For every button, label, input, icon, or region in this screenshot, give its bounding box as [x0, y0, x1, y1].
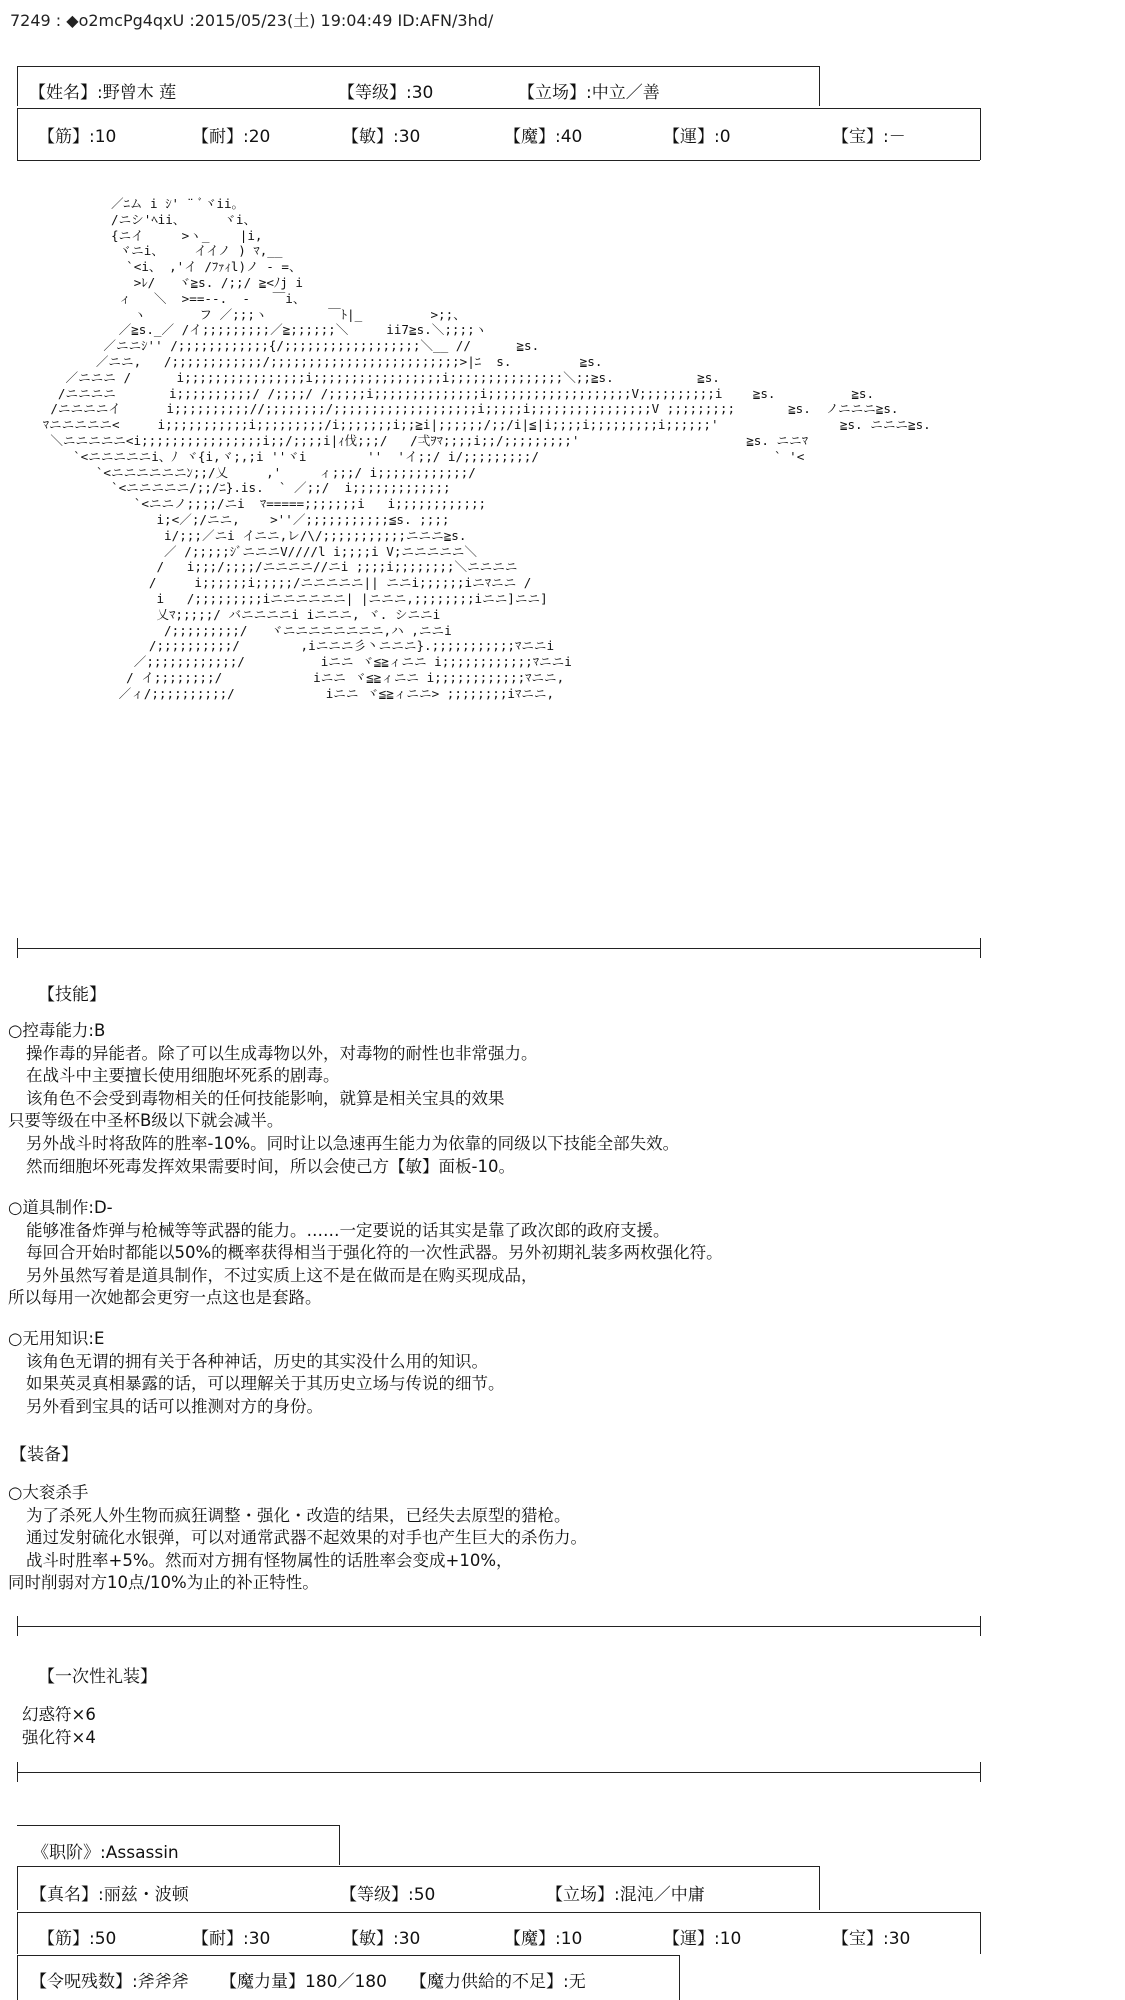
stat-np: 【宝】:－	[832, 127, 906, 147]
mana-supply: 【魔力供給的不足】:无	[410, 1972, 586, 1992]
equipment-line: 通过发射硫化水银弹，可以对通常武器不起效果的对手也产生巨大的杀伤力。	[26, 1528, 587, 1548]
stat-mag: 【魔】:40	[504, 127, 583, 147]
stat-end: 【耐】:20	[192, 127, 271, 147]
mystic-codes-list	[22, 1704, 96, 1749]
stat-mag: 【魔】:10	[504, 1929, 583, 1949]
command-spells: 【令呪残数】:斧斧斧	[30, 1972, 189, 1992]
profile-level: 【等级】:30	[338, 83, 434, 103]
skill-line: 操作毒的异能者。除了可以生成毒物以外，对毒物的耐性也非常强力。	[26, 1043, 538, 1063]
mana-amount: 【魔力量】180／180	[220, 1972, 387, 1992]
skill-line: 如果英灵真相暴露的话，可以理解关于其历史立场与传说的细节。	[26, 1374, 505, 1394]
stat-end: 【耐】:30	[192, 1929, 271, 1949]
skill-name: ○道具制作:D-	[8, 1198, 113, 1217]
mystic-code-item: 强化符×4	[22, 1727, 96, 1747]
skill-name: ○控毒能力:B	[8, 1021, 106, 1040]
profile-alignment: 【立场】:混沌／中庸	[546, 1885, 705, 1905]
skill-name: ○无用知识:E	[8, 1329, 105, 1348]
skill-line: 所以每用一次她都会更穷一点这也是套路。	[8, 1288, 322, 1308]
skill-useless-knowledge	[8, 1328, 505, 1418]
stat-np: 【宝】:30	[832, 1929, 911, 1949]
mystic-code-item: 幻惑符×6	[22, 1705, 96, 1724]
skill-line: 该角色不会受到毒物相关的任何技能影响，就算是相关宝具的效果	[26, 1088, 505, 1108]
stat-agi: 【敏】:30	[342, 127, 421, 147]
skill-line: 另外战斗时将敌阵的胜率-10%。同时让以急速再生能力为依靠的同级以下技能全部失效。	[26, 1133, 680, 1153]
stat-agi: 【敏】:30	[342, 1929, 421, 1949]
divider	[17, 1626, 980, 1627]
skills-title: 【技能】	[38, 985, 106, 1005]
stat-luck: 【運】:0	[663, 127, 731, 147]
skill-line: 然而细胞坏死毒发挥效果需要时间，所以会使己方【敏】面板-10。	[26, 1156, 515, 1176]
ascii-art-figure: ／ﾆム i ｼ' ¨ ﾞヾii。 /ニシ'ﾍii、 ヾi、 {ニイ >ヽ_ |i, ヾニi、 イイノ ) ﾏ,__ `<i、 ,'イ /ﾌｧｨl)ノ ‐ =、 >ﾚ/ ヾ≧s. /;;/ ≧<ﾉj i ィ ＼ >==‐‐. - ￣i、 ヽ フ ／;;;ヽ ￣ﾄ|_ >;;、 ／≧s._／ /イ;;;;;;;;;／≧;;;;;;＼ ii7≧s.＼;;;;ヽ ／ニニｼ'' /;;;;;;;;;;;;{/;;;;;;;;;;;;;;;;;;＼__ // ≧s. ／ニニ, /;;;;;;;;;;;;/;;;;;;;;;;;;;;;;;;;;;;;;;>|ﾆ s. ≧s. ／ニニニ / i;;;;;;;;;;;;;;;;i;;;;;;;;;;;;;;;;;i;;;;;;;;;;;;;;;＼;;≧s. ≧s. /ニニニニ i;;;;;;;;;;/ /;;;;/ /;;;;;i;;;;;;;;;;;;;;i;;;;;;;;;;;;;;;;;;;V;;;;;;;;;;i ≧s. ≧s. /ニニニニイ i;;;;;;;;;;//;;;;;;;;/;;;;;;;;;;;;;;;;;;;i;;;;;i;;;;;;;;;;;;;;;;V ;;;;;;;;; ≧s. ノニニニ≧s. ﾏニニニニニ< i;;;;;;;;;;;i;;;;;;;;;/i;;;;;;;i;;≧i|;;;;;;/;;/i|≦|i;;;;i;;;;;;;;;i;;;;;;' ≧s. ニニニ≧s. ＼ニニニニニ<i;;;;;;;;;;;;;;;;i;;/;;;;i|ｨ伐;;;/ /弌ｦﾏ;;;;i;;/;;;;;;;;;' ≧s. ニニﾏ `<ニニニニニi、ﾉ ヾ{i,ヾ;,;i ''ヾi '' 'イ;;/ i/;;;;;;;;;/ ` '< `<ニニニニニニﾝ;;/乂 ,' ィ;;;/ i;;;;;;;;;;;;/ `<ニニニニニ/;;/ﾆ}.is. ` ／;;/ i;;;;;;;;;;;;; `<ニニノ;;;;/ニi ﾏ=====;;;;;;;i i;;;;;;;;;;;; i;<／;/ニニ, >''／;;;;;;;;;;;≦s. ;;;; i/;;;／ニi イニニ,レ/\/;;;;;;;;;;;ニニニ≧s. ／ /;;;;;ｼﾞニニニV////l i;;;;i V;ニニニニニ＼ / i;;;/;;;;/ニニニニ//ニi ;;;;i;;;;;;;;＼ニニニニ / i;;;;;;i;;;;;/ニニニニニ|| ニニi;;;;;;iニﾏニニ / i /;;;;;;;;;iニニニニニニ| |ニニニ,;;;;;;;;iニニ]ニニ] 乂ﾏ;;;;;/ バニニニニi iニニニ, ヾ. シニニi /;;;;;;;;;/ ヾニニニニニニニニ,ハ ,ニニi /;;;;;;;;;;/ ,iニニニ彡丶ニニニ}.;;;;;;;;;;;ﾏニニi ／;;;;;;;;;;;;/ iニニ ヾ≦≧ィニニ i;;;;;;;;;;;;ﾏニニi / イ;;;;;;;;/ iニニ ヾ≦≧ィニニ i;;;;;;;;;;;;ﾏニニ, ／ィ/;;;;;;;;;;/ iニニ ヾ≦≧ィニニ> ;;;;;;;;iﾏニニ,	[42, 196, 931, 701]
post-header: 7249 : ◆o2mcPg4qxU :2015/05/23(土) 19:04:49 ID:AFN/3hd/	[10, 11, 494, 30]
equipment-item	[8, 1482, 587, 1595]
skill-line: 在战斗中主要擅长使用细胞坏死系的剧毒。	[26, 1066, 340, 1086]
stat-str: 【筋】:50	[38, 1929, 117, 1949]
skill-line: 只要等级在中圣杯B级以下就会减半。	[8, 1111, 284, 1131]
skill-line: 另外看到宝具的话可以推测对方的身份。	[26, 1396, 323, 1416]
skill-poison-control	[8, 1020, 679, 1178]
divider	[17, 948, 980, 949]
equipment-name: ○大衮杀手	[8, 1483, 89, 1502]
skill-line: 能够准备炸弹与枪械等等武器的能力。……一定要说的话其实是靠了政次郎的政府支援。	[26, 1220, 670, 1240]
profile-alignment: 【立场】:中立／善	[518, 83, 660, 103]
equipment-line: 为了杀死人外生物而疯狂调整・强化・改造的结果，已经失去原型的猎枪。	[26, 1505, 571, 1525]
equipment-title: 【装备】	[10, 1445, 78, 1465]
mystic-codes-title: 【一次性礼装】	[38, 1667, 157, 1687]
divider	[17, 1772, 980, 1773]
equipment-line: 战斗时胜率+5%。然而对方拥有怪物属性的话胜率会变成+10%，	[26, 1550, 513, 1570]
stat-str: 【筋】:10	[38, 127, 117, 147]
skill-item-construction	[8, 1197, 723, 1310]
profile-class: 《职阶》:Assassin	[32, 1843, 179, 1863]
skill-line: 该角色无谓的拥有关于各种神话，历史的其实没什么用的知识。	[26, 1351, 488, 1371]
profile-name: 【姓名】:野曾木 莲	[29, 83, 177, 103]
skill-line: 每回合开始时都能以50%的概率获得相当于强化符的一次性武器。另外初期礼装多两枚强化符。	[26, 1243, 723, 1263]
equipment-line: 同时削弱对方10点/10%为止的补正特性。	[8, 1573, 319, 1593]
skill-line: 另外虽然写着是道具制作，不过实质上这不是在做而是在购买现成品，	[26, 1265, 538, 1285]
stat-luck: 【運】:10	[663, 1929, 742, 1949]
profile-level: 【等级】:50	[340, 1885, 436, 1905]
profile-true-name: 【真名】:丽兹・波顿	[30, 1885, 189, 1905]
